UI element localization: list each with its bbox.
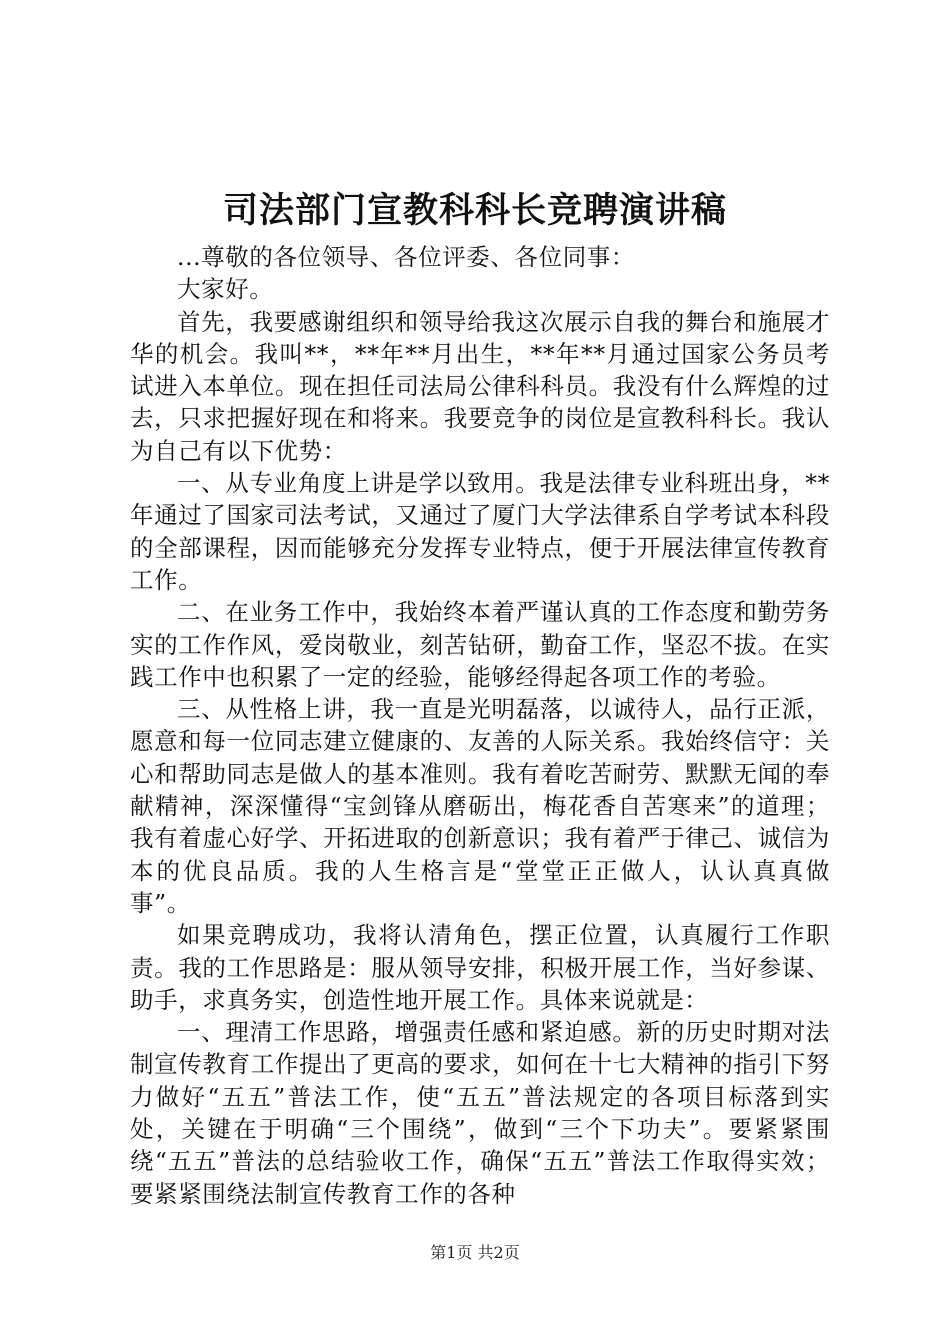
work-plan-paragraph: 如果竞聘成功，我将认清角色，摆正位置，认真履行工作职责。我的工作思路是：服从领导安排，积极开展工作，当好参谋、助手，求真务实，创造性地开展工作。具体来说就是：	[130, 921, 830, 1014]
plan-item-1-paragraph: 一、理清工作思路，增强责任感和紧迫感。新的历史时期对法制宣传教育工作提出了更高的要求，如何在十七大精神的指引下努力做好“五五”普法工作，使“五五”普法规定的各项目标落到实处，关键在于明确“三个围绕”，做到“三个下功夫”。要紧紧围绕“五五”普法的总结验收工作，确保“五五”普法工作取得实效；要紧紧围绕法制宣传教育工作的各种	[130, 1018, 830, 1208]
document-body	[130, 241, 830, 1210]
document-title: 司法部门宣教科科长竞聘演讲稿	[222, 191, 727, 231]
salutation-paragraph: ...尊敬的各位领导、各位评委、各位同事：	[177, 243, 636, 271]
advantage-1-paragraph: 一、从专业角度上讲是学以致用。我是法律专业科班出身，**年通过了国家司法考试，又通过了厦门大学法律系自学考试本科段的全部课程，因而能够充分发挥专业特点，便于开展法律宣传教育工作。	[130, 469, 830, 594]
intro-paragraph: 首先，我要感谢组织和领导给我这次展示自我的舞台和施展才华的机会。我叫**，**年**月出生，**年**月通过国家公务员考试进入本单位。现在担任司法局公律科科员。我没有什么辉煌的过去，只求把握好现在和将来。我要竞争的岗位是宣教科科长。我认为自己有以下优势：	[130, 307, 830, 465]
greeting-paragraph: 大家好。	[177, 275, 274, 304]
page-footer: 第1页 共2页	[430, 1243, 520, 1262]
advantage-2-paragraph: 二、在业务工作中，我始终本着严谨认真的工作态度和勤劳务实的工作作风，爱岗敬业，刻苦钻研，勤奋工作，坚忍不拔。在实践工作中也积累了一定的经验，能够经得起各项工作的考验。	[130, 598, 830, 691]
advantage-3-paragraph: 三、从性格上讲，我一直是光明磊落，以诚待人，品行正派，愿意和每一位同志建立健康的、友善的人际关系。我始终信守：关心和帮助同志是做人的基本准则。我有着吃苦耐劳、默默无闻的奉献精神，深深懂得“宝剑锋从磨砺出，梅花香自苦寒来”的道理；我有着虚心好学、开拓进取的创新意识；我有着严于律己、诚信为本的优良品质。我的人生格言是“堂堂正正做人，认认真真做事”。	[130, 695, 830, 917]
